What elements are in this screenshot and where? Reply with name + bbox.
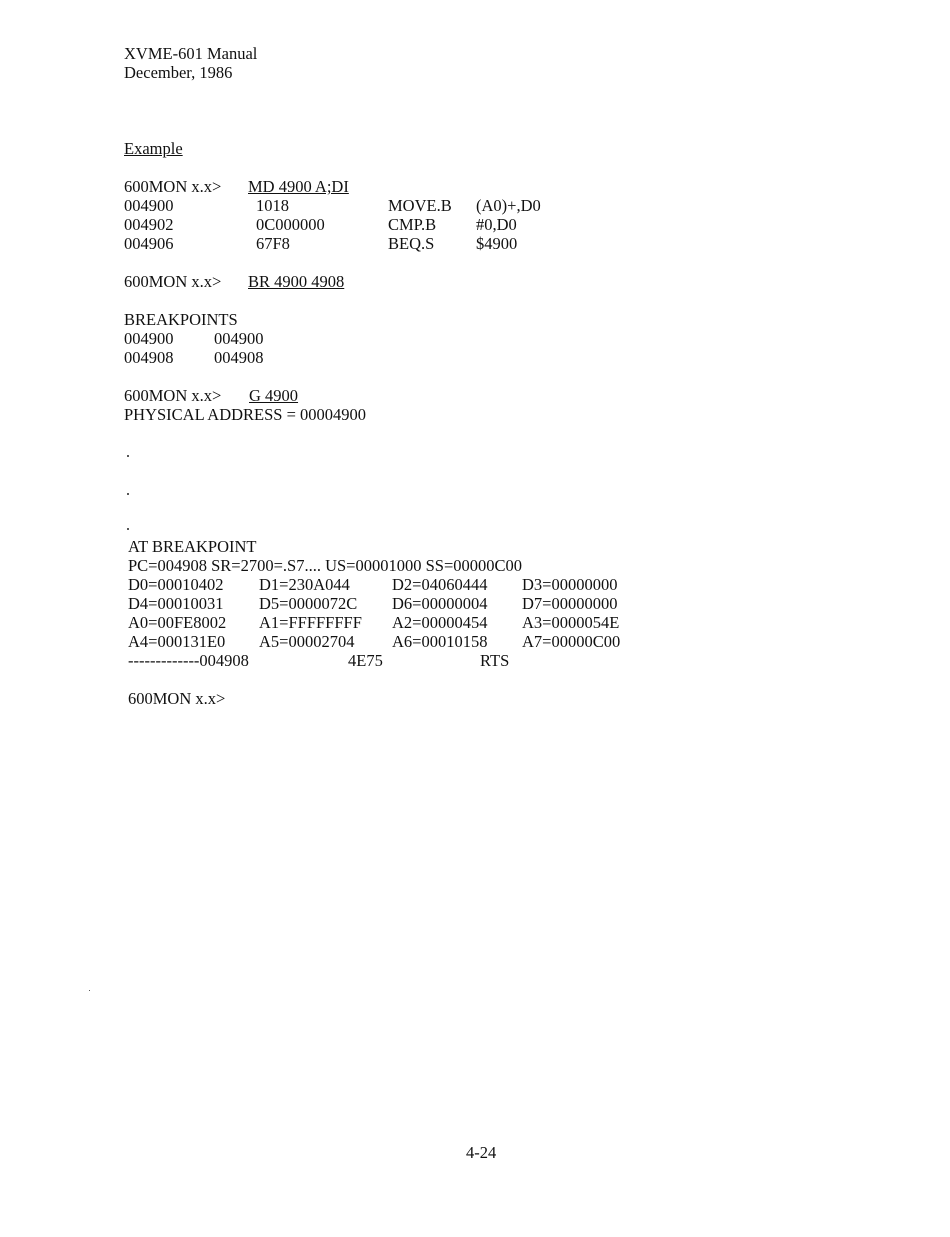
ellipsis-dot [127, 493, 129, 495]
md-row-3-operand: $4900 [476, 234, 518, 253]
md-row-3-code: 67F8 [256, 234, 290, 253]
breakpoint-1-b: 004900 [214, 329, 264, 348]
register-d0: D0=00010402 [128, 575, 224, 594]
breakpoint-1-a: 004900 [124, 329, 174, 348]
register-a0: A0=00FE8002 [128, 613, 227, 632]
br-command: BR 4900 4908 [248, 272, 345, 291]
md-row-2-operand: #0,D0 [476, 215, 517, 234]
md-row-1-operand: (A0)+,D0 [476, 196, 541, 215]
manual-date: December, 1986 [124, 63, 233, 82]
register-a5: A5=00002704 [259, 632, 355, 651]
register-a6: A6=00010158 [392, 632, 488, 651]
status-line: PC=004908 SR=2700=.S7.... US=00001000 SS=00000C00 [128, 556, 523, 575]
register-a1: A1=FFFFFFFF [259, 613, 362, 632]
register-a2: A2=00000454 [392, 613, 488, 632]
breakpoint-2-a: 004908 [124, 348, 174, 367]
breakpoints-heading: BREAKPOINTS [124, 310, 238, 329]
md-row-1-address: 004900 [124, 196, 174, 215]
go-command: G 4900 [249, 386, 299, 405]
md-row-2-mnemonic: CMP.B [388, 215, 437, 234]
register-d3: D3=00000000 [522, 575, 618, 594]
register-a3: A3=0000054E [522, 613, 620, 632]
at-breakpoint-heading: AT BREAKPOINT [128, 537, 257, 556]
md-row-1-mnemonic: MOVE.B [388, 196, 452, 215]
ellipsis-dot [127, 528, 129, 530]
disasm-code: 4E75 [348, 651, 383, 670]
md-row-1-code: 1018 [256, 196, 289, 215]
register-d4: D4=00010031 [128, 594, 224, 613]
register-a7: A7=00000C00 [522, 632, 621, 651]
md-row-2-code: 0C000000 [256, 215, 325, 234]
disasm-address: -------------004908 [128, 651, 249, 670]
register-d1: D1=230A044 [259, 575, 350, 594]
scan-speck [89, 990, 90, 991]
go-result: PHYSICAL ADDRESS = 00004900 [124, 405, 367, 424]
md-command: MD 4900 A;DI [248, 177, 349, 196]
register-d7: D7=00000000 [522, 594, 618, 613]
ellipsis-dot [127, 455, 129, 457]
register-d5: D5=0000072C [259, 594, 358, 613]
br-prompt: 600MON x.x> [124, 272, 222, 291]
manual-title: XVME-601 Manual [124, 44, 258, 63]
md-row-3-mnemonic: BEQ.S [388, 234, 435, 253]
register-d2: D2=04060444 [392, 575, 488, 594]
final-prompt: 600MON x.x> [128, 689, 226, 708]
register-a4: A4=000131E0 [128, 632, 226, 651]
register-d6: D6=00000004 [392, 594, 488, 613]
go-prompt: 600MON x.x> [124, 386, 222, 405]
page-number: 4-24 [466, 1143, 497, 1162]
disasm-mnemonic: RTS [480, 651, 510, 670]
section-heading: Example [124, 139, 183, 158]
md-row-2-address: 004902 [124, 215, 174, 234]
md-row-3-address: 004906 [124, 234, 174, 253]
md-prompt: 600MON x.x> [124, 177, 222, 196]
breakpoint-2-b: 004908 [214, 348, 264, 367]
